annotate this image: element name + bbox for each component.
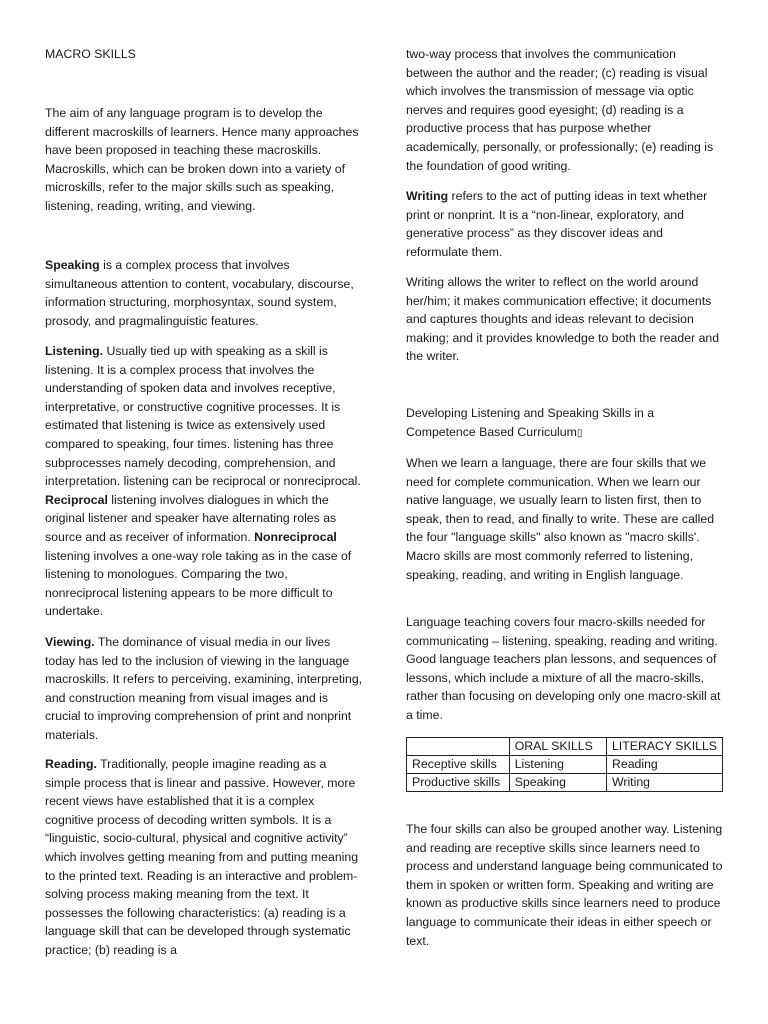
page-title: MACRO SKILLS: [45, 47, 136, 61]
table-header-cell: [407, 738, 510, 756]
nonreciprocal-term: Nonreciprocal: [254, 529, 337, 544]
table-cell: Productive skills: [407, 774, 510, 792]
writing-paragraph: [406, 187, 724, 261]
reading-continued-paragraph: two-way process that involves the communication between the author and the reader; (c) reading is visual which involves the transmission of message via optic nerves and requires good eyesight; (d) reading is a productive process that has purpose whether academically, personally, or professionally; (e) reading is the foundation of good writing.: [406, 47, 714, 173]
speaking-paragraph: [45, 256, 363, 330]
speaking-text: is a complex process that involves simultaneous attention to content, vocabulary, discourse, information structuring, morphosyntax, sound system, prosody, and pragmalinguistic features.: [45, 258, 354, 328]
viewing-term: Viewing.: [45, 635, 95, 649]
writing-term: Writing: [406, 189, 449, 203]
viewing-text: The dominance of visual media in our lives today has led to the inclusion of viewing in the language macroskills. It refers to perceiving, examining, interpreting, and construction meaning from visual images and is crucial to improving comprehension of print and nonprint materials.: [45, 635, 363, 742]
speaking-term: Speaking: [45, 258, 100, 272]
listening-paragraph: [45, 342, 363, 621]
skills-table: [406, 737, 723, 792]
reciprocal-term: Reciprocal: [45, 492, 108, 507]
reading-term: Reading.: [45, 757, 97, 771]
four-skills-paragraph: When we learn a language, there are four skills that we need for complete communication. When we learn our native language, we usually learn to listen first, then to speak, then to read, and finally to write. These are called the four "language skills" also known as "macro skills'. Macro skills are most commonly referred to listening, speaking, reading, and writing in English language.: [406, 456, 715, 582]
listening-text-1: Usually tied up with speaking as a skill is listening. It is a complex process that involves the understanding of spoken data and involves receptive, interpretative, or constructive cognitive processes. It is estimated that listening is twice as extensively used compared to speaking, four times. listening has three subprocesses namely decoding, comprehension, and interpretation. listening can be reciprocal or nonreciprocal.: [45, 344, 361, 489]
reading-paragraph: [45, 755, 363, 960]
table-cell: Receptive skills: [407, 756, 510, 774]
listening-term: Listening.: [45, 344, 104, 358]
viewing-paragraph: [45, 633, 363, 745]
reading-text: Traditionally, people imagine reading as a simple process that is linear and passive. However, more recent views have established that it is a complex cognitive process of decoding written symbols. It is a “linguistic, socio-cultural, physical and cognitive activity” which involves getting meaning from and putting meaning to the printed text. Reading is an interactive and problem-solving process making meaning from the text. It possesses the following characteristics: (a) reading is a language skill that can be developed through systematic practice; (b) reading is a: [45, 757, 359, 957]
writing-text: refers to the act of putting ideas in text whether print or nonprint. It is a “non-linear, exploratory, and generative process” as they discover ideas and reformulate them.: [406, 189, 708, 259]
table-header-cell: LITERACY SKILLS: [606, 738, 722, 756]
language-teaching-paragraph: Language teaching covers four macro-skills needed for communicating – listening, speaking, reading and writing. Good language teachers plan lessons, and sequences of lessons, which include a mixture of all the macro-skills, rather than focusing on developing only one macro-skill at a time.: [406, 615, 721, 722]
table-cell: Reading: [606, 756, 722, 774]
table-cell: Speaking: [509, 774, 606, 792]
table-header-cell: ORAL SKILLS: [509, 738, 606, 756]
table-row: [407, 774, 723, 792]
listening-text-3: listening involves a one-way role taking as in the case of listening to monologues. Comparing the two, nonreciprocal listening appears to be more difficult to undertake.: [45, 548, 352, 619]
table-row: [407, 756, 723, 774]
section-subtitle: [406, 404, 724, 443]
table-cell: Listening: [509, 756, 606, 774]
section-subtitle-text: Developing Listening and Speaking Skills in a Competence Based Curriculum: [406, 406, 655, 439]
intro-paragraph: The aim of any language program is to develop the different macroskills of learners. Hence many approaches have been proposed in teaching these macroskills. Macroskills, which can be broken down into a variety of microskills, refer to the major skills such as speaking, listening, reading, writing, and viewing.: [45, 106, 359, 213]
table-cell: Writing: [606, 774, 722, 792]
table-header-row: [407, 738, 723, 756]
listening-text-2: listening involves dialogues in which the original listener and speaker have alternating roles as source and as receiver of information.: [45, 492, 337, 544]
missing-glyph-icon: ▯: [576, 427, 583, 439]
grouped-skills-paragraph: The four skills can also be grouped another way. Listening and reading are receptive skills since learners need to process and understand language being communicated to them in spoken or written form. Speaking and writing are known as productive skills since learners need to produce language to communicate their ideas in either speech or text.: [406, 822, 723, 948]
writing-reflect-paragraph: Writing allows the writer to reflect on the world around her/him; it makes communication effective; it documents and captures thoughts and ideas relevant to decision making; and it provides knowledge to both the reader and the writer.: [406, 275, 720, 364]
